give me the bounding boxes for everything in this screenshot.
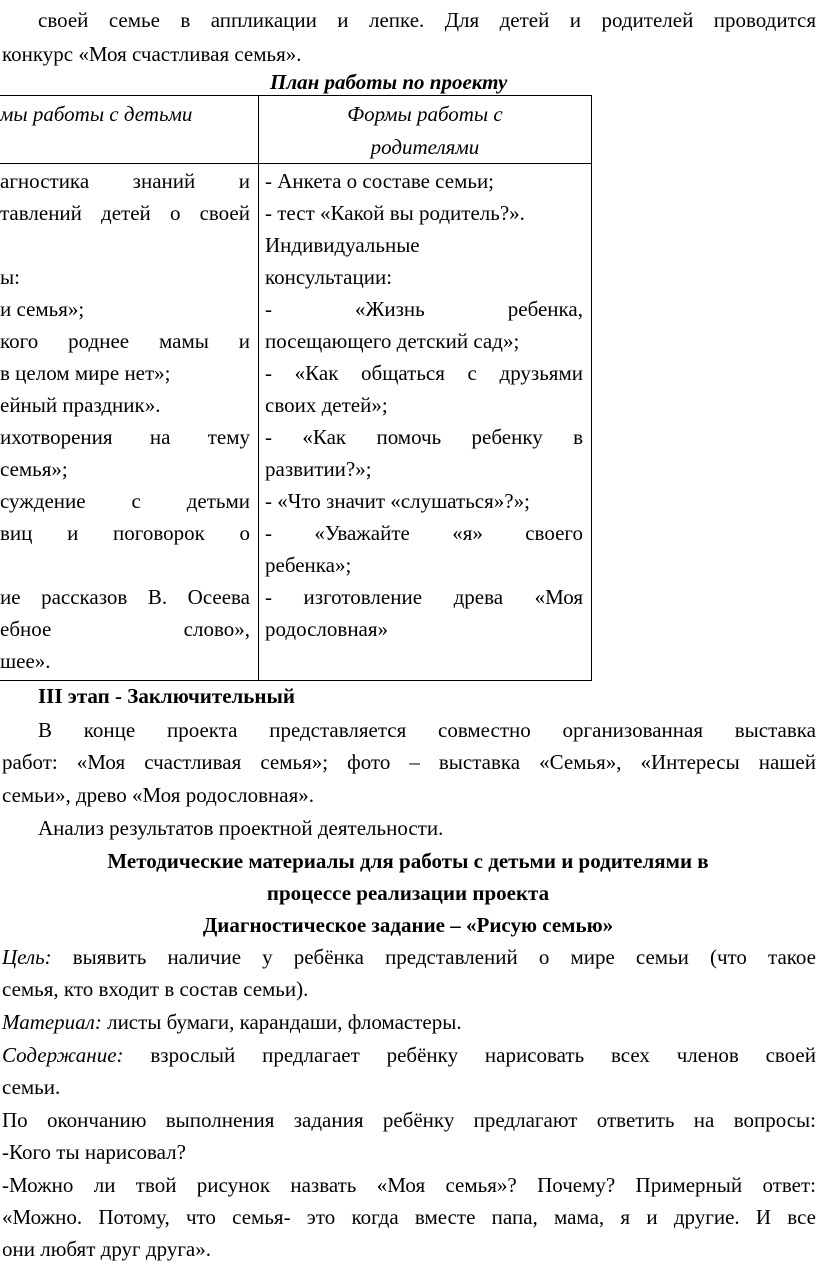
right-cell-line: - Анкета о составе семьи; (265, 169, 495, 193)
right-cell-line: - «Жизнь ребенка, (265, 297, 583, 321)
content-line2: семьи. (2, 1075, 61, 1099)
goal-label: Цель: (2, 945, 52, 969)
left-cell-line: и семья»; (0, 297, 85, 321)
right-cell-line: развитии?»; (265, 457, 372, 481)
header-children-forms: мы работы с детьми (0, 102, 193, 126)
right-cell-line: - изготовление древа «Моя (265, 585, 583, 609)
material-line (2, 1006, 462, 1038)
methods-title-line2: процессе реализации проекта (266, 881, 550, 905)
right-cell-line: своих детей»; (265, 393, 388, 417)
right-cell-line: консультации: (265, 265, 393, 289)
left-cell-line (0, 549, 250, 581)
methods-title-line1: Методические материалы для работы с детьми и родителями в (107, 849, 709, 873)
right-cell-line: - «Что значит «слушаться»?»; (265, 489, 530, 513)
table-top-border (0, 95, 592, 96)
material-label: Материал: (2, 1010, 102, 1034)
right-cell-line: - «Как общаться с друзьями (265, 361, 583, 385)
left-cell-line: суждение с детьми (0, 489, 250, 513)
left-cell-line (0, 229, 250, 261)
stage3-heading: III этап - Заключительный (38, 684, 296, 708)
left-cell-line: виц и поговорок о (0, 521, 250, 545)
goal-text: выявить наличие у ребёнка представлений о мире семьи (что такое (72, 945, 816, 969)
content-line1 (2, 1039, 816, 1071)
right-cell-line: - «Уважайте «я» своего (265, 521, 583, 545)
content-label: Содержание: (2, 1043, 124, 1067)
left-cell-line: ебное слово», (0, 617, 250, 641)
stage3-paragraph-line: В конце проекта представляется совместно организованная выставка (38, 718, 816, 742)
right-cell-line: посещающего детский сад»; (265, 329, 520, 353)
table-right-border (591, 95, 592, 681)
content-text: взрослый предлагает ребёнку нарисовать всех членов своей (150, 1043, 816, 1067)
intro-line-2: конкурс «Моя счастливая семья». (2, 42, 302, 66)
left-cell-line: кого роднее мамы и (0, 329, 250, 353)
intro-line-1: своей семье в аппликации и лепке. Для детей и родителей проводится (38, 8, 816, 32)
header-parents-forms-line2: родителями (370, 135, 480, 159)
analysis-line: Анализ результатов проектной деятельности. (38, 816, 444, 840)
left-cell-line: ейный праздник». (0, 393, 161, 417)
right-cell-line: - тест «Какой вы родитель?». (265, 201, 525, 225)
left-cell-line: семья»; (0, 457, 68, 481)
task-title: Диагностическое задание – «Рисую семью» (202, 913, 614, 937)
table-caption: План работы по проекту (270, 70, 508, 94)
right-cell-line: родословная» (265, 617, 389, 641)
goal-line1 (2, 941, 816, 973)
left-cell-line: ие рассказов В. Осеева (0, 585, 250, 609)
left-cell-line: ихотворения на тему (0, 425, 250, 449)
material-text: листы бумаги, карандаши, фломастеры. (107, 1010, 462, 1034)
stage3-paragraph-line: семьи», древо «Моя родословная». (2, 783, 314, 807)
left-cell-line: шее». (0, 649, 51, 673)
header-parents-forms-line1: Формы работы с (347, 102, 503, 126)
question-2-line2: «Можно. Потому, что семья- это когда вместе папа, мама, я и другие. И все (2, 1205, 816, 1229)
goal-line2: семья, кто входит в состав семьи). (2, 977, 309, 1001)
right-cell-line: Индивидуальные (265, 233, 420, 257)
left-cell-line: в целом мире нет»; (0, 361, 171, 385)
right-cell-line: ребенка»; (265, 553, 352, 577)
question-2-line1: -Можно ли твой рисунок назвать «Моя семья»? Почему? Примерный ответ: (2, 1173, 816, 1197)
stage3-paragraph-line: работ: «Моя счастливая семья»; фото – выставка «Семья», «Интересы нашей (2, 750, 816, 774)
left-cell-line: тавлений детей о своей (0, 201, 250, 225)
right-column (265, 165, 583, 645)
table-column-divider (258, 95, 259, 681)
question-1: -Кого ты нарисовал? (2, 1140, 186, 1164)
after-line: По окончанию выполнения задания ребёнку предлагают ответить на вопросы: (2, 1108, 816, 1132)
left-column (0, 165, 250, 677)
question-2-line3: они любят друг друга». (2, 1237, 212, 1261)
table-header-border (0, 163, 592, 164)
left-cell-line: агностика знаний и (0, 169, 250, 193)
left-cell-line: ы: (0, 265, 20, 289)
right-cell-line: - «Как помочь ребенку в (265, 425, 583, 449)
